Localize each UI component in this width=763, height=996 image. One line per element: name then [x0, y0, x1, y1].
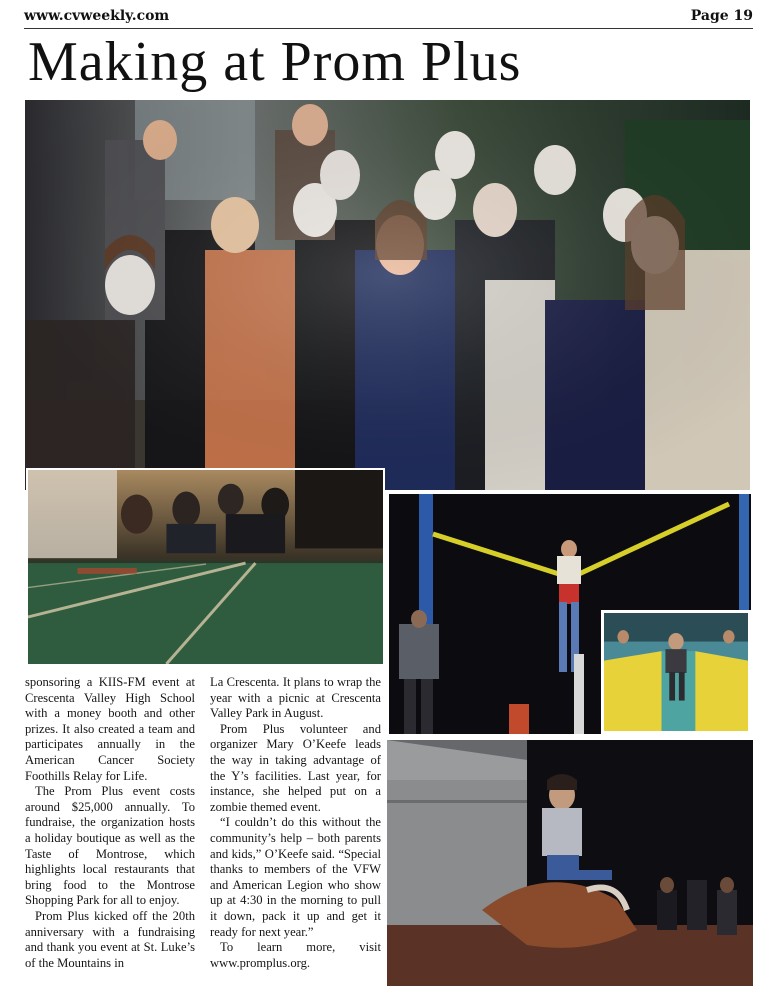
- article-paragraph: Prom Plus kicked off the 20th anniversary with a fundraising and thank you event at St. Luke’s of the Mountains in: [25, 908, 195, 970]
- zombie-group-image: [25, 100, 750, 490]
- article-paragraph: To learn more, visit www.promplus.org.: [210, 940, 381, 970]
- headline: Making at Prom Plus: [28, 31, 522, 93]
- photo-zombie-group: [25, 100, 750, 490]
- article-paragraph: “I couldn’t do this without the community’s help – both parents and kids,” O’Keefe said. “Special thanks to members of the VFW and American Legion who show up at 4:30 in the morning to pull it down, pack it up and get it ready for next year.”: [210, 815, 381, 939]
- article-column-middle: [210, 675, 381, 971]
- article-column-left: [25, 675, 195, 971]
- article-paragraph: Prom Plus volunteer and organizer Mary O’Keefe leads the way in taking advantage of the Y’s facilities. Last year, for instance, she helped put on a zombie themed event.: [210, 721, 381, 814]
- site-url[interactable]: www.cvweekly.com: [24, 8, 170, 24]
- photo-inflatable-race: [601, 610, 751, 734]
- page-header: [24, 6, 753, 28]
- article-paragraph: La Crescenta. It plans to wrap the year with a picnic at Crescenta Valley Park in August.: [210, 675, 381, 721]
- photo-casino-table: [26, 468, 385, 666]
- article-paragraph: sponsoring a KIIS-FM event at Crescenta Valley High School with a money booth and other prizes. It also created a team and participates annually in the American Cancer Society Foothills Relay for Life.: [25, 675, 195, 783]
- header-rule: [24, 28, 753, 29]
- article-paragraph: The Prom Plus event costs around $25,000 annually. To fundraise, the organization hosts a holiday boutique as well as the Taste of Montrose, which highlights local restaurants that bring food to the Montrose Shopping Park for all to enjoy.: [25, 784, 195, 908]
- inflatable-race-image: [604, 613, 748, 731]
- page-number: Page 19: [690, 8, 753, 24]
- casino-table-image: [28, 470, 383, 664]
- mechanical-bull-image: [387, 740, 753, 986]
- photo-mechanical-bull: [387, 740, 753, 986]
